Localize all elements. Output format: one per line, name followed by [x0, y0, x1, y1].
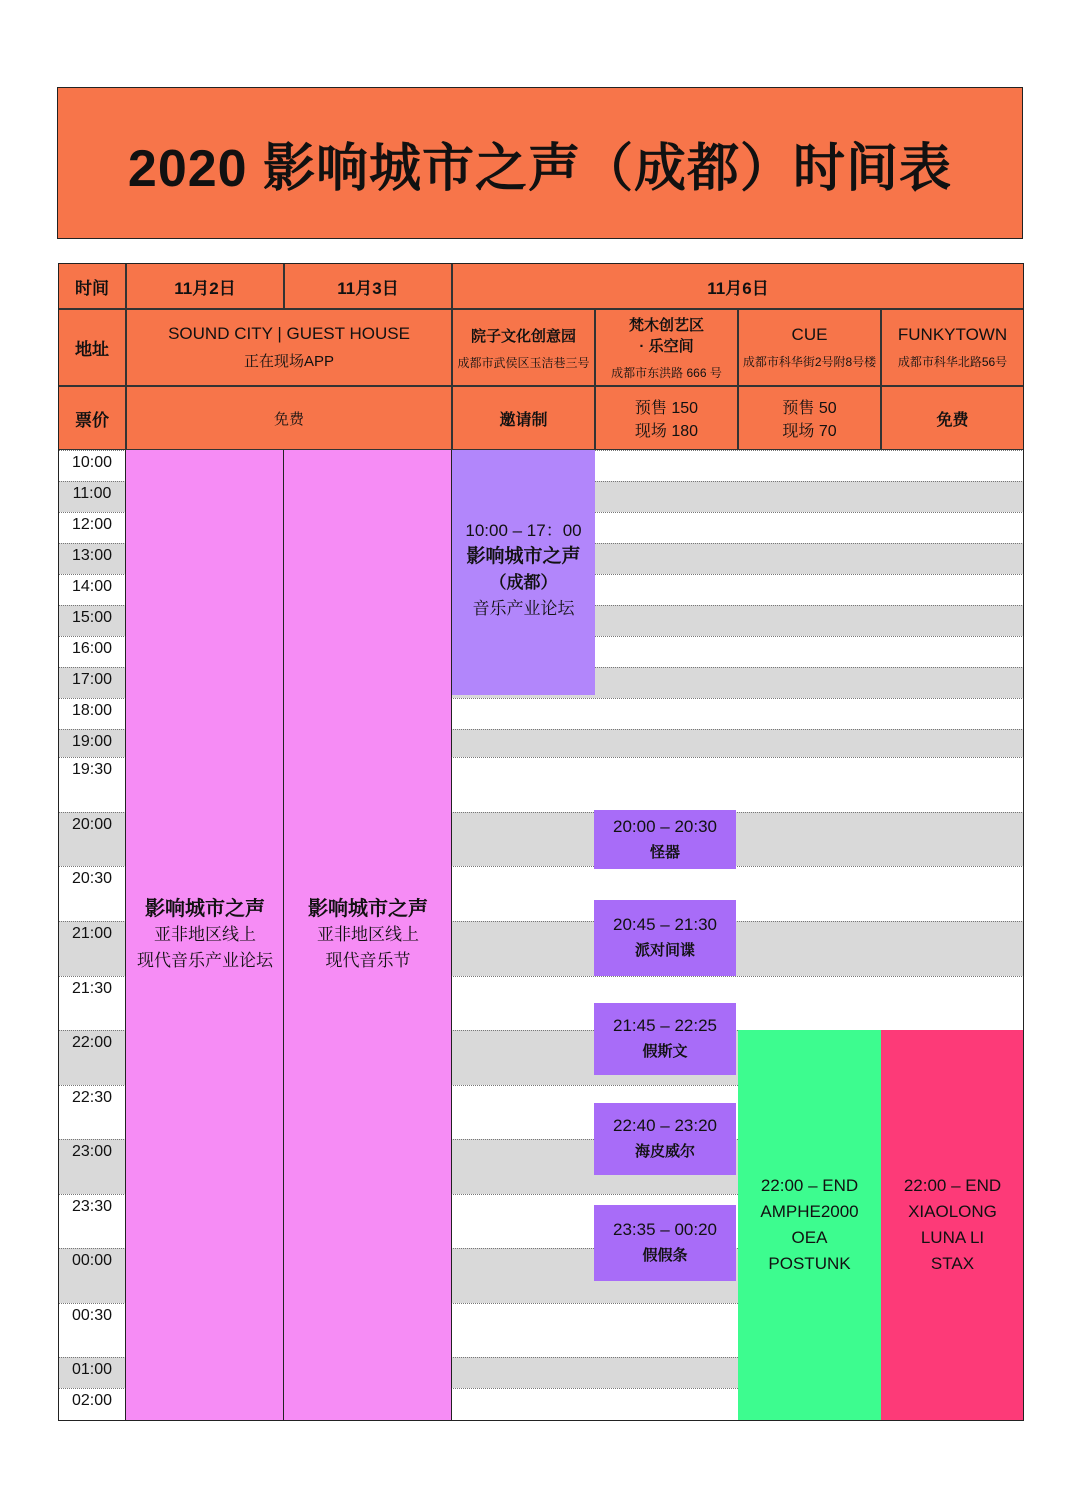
divider: [451, 450, 452, 1421]
time-label: 01:00: [71, 1361, 113, 1378]
time-label: 14:00: [71, 578, 113, 595]
divider: [125, 450, 126, 1421]
event-line: （成都）: [489, 573, 558, 592]
event-artist: 派对间谍: [634, 942, 695, 959]
event-fanmu-set: [594, 900, 736, 976]
event-fanmu-set: [594, 1003, 736, 1075]
event-line: 现代音乐节: [325, 951, 411, 970]
date-nov6: 11月6日: [452, 263, 1024, 309]
event-time: 10:00 – 17：00: [465, 521, 582, 540]
event-fanmu-set: [594, 810, 736, 869]
venue-3: [881, 309, 1024, 386]
event-time: 20:45 – 21:30: [613, 915, 717, 934]
event-artist: 假假条: [642, 1247, 688, 1264]
venue-name: SOUND CITY | GUEST HOUSE: [168, 324, 410, 343]
event-time: 22:00 – END: [903, 1176, 1002, 1195]
event-title: 影响城市之声: [145, 898, 265, 920]
venue-address: 成都市东洪路 666 号: [611, 366, 722, 380]
address-header: 地址: [58, 309, 126, 386]
date-nov2: 11月2日: [126, 263, 284, 309]
venue-sound-city: [126, 309, 452, 386]
time-label: 21:30: [71, 980, 113, 997]
venue-price: 预售 50 现场 70: [738, 386, 881, 450]
event-fanmu-set: [594, 1103, 736, 1175]
venue-2: [738, 309, 881, 386]
time-label: 15:00: [71, 609, 113, 626]
act: POSTUNK: [768, 1254, 851, 1273]
time-label: 02:00: [71, 1392, 113, 1409]
time-label: 21:00: [71, 925, 113, 942]
venue-price: 邀请制: [452, 386, 595, 450]
time-label: 23:00: [71, 1143, 113, 1160]
event-time: 22:40 – 23:20: [613, 1116, 717, 1135]
time-label: 11:00: [72, 485, 112, 502]
time-label: 22:30: [71, 1089, 113, 1106]
event-time: 22:00 – END: [760, 1176, 859, 1195]
event-artist: 怪器: [649, 843, 680, 861]
venue-name: CUE: [791, 325, 828, 344]
event-title: 影响城市之声: [466, 546, 581, 567]
event-nov2-forum: [126, 450, 284, 1420]
act: AMPHE2000: [760, 1202, 859, 1221]
event-time: 23:35 – 00:20: [613, 1220, 717, 1239]
price-header: 票价: [58, 386, 126, 450]
time-header: 时间: [58, 263, 126, 309]
act: STAX: [930, 1254, 975, 1273]
venue-address: 成都市科华北路56号: [897, 355, 1008, 369]
venue-name: 院子文化创意园: [470, 327, 576, 345]
venue-price: 预售 150 现场 180: [595, 386, 738, 450]
venue-price: 免费: [881, 386, 1024, 450]
page-title: 2020 影响城市之声（成都）时间表: [57, 87, 1023, 239]
time-label: 20:00: [71, 816, 113, 833]
venue-address: 成都市科华街2号附8号楼: [742, 355, 877, 369]
event-artist: 假斯文: [642, 1043, 688, 1060]
divider: [283, 450, 284, 1421]
act: OEA: [791, 1228, 828, 1247]
act: LUNA LI: [920, 1228, 985, 1247]
event-line: 音乐产业论坛: [472, 599, 575, 618]
event-fanmu-set: [594, 1205, 736, 1281]
time-label: 20:30: [71, 870, 113, 887]
venue-1: [595, 309, 738, 386]
event-line: 亚非地区线上: [154, 925, 256, 944]
time-label: 13:00: [71, 547, 113, 564]
event-nov3-festival: [284, 450, 452, 1420]
event-artist: 海皮威尔: [634, 1143, 695, 1160]
act: XIAOLONG: [908, 1202, 997, 1221]
time-label: 23:30: [71, 1198, 113, 1215]
venue-name: 梵木创艺区 · 乐空间: [628, 317, 704, 355]
venue-name: FUNKYTOWN: [897, 325, 1008, 344]
event-time: 20:00 – 20:30: [613, 816, 717, 836]
venue-0: [452, 309, 595, 386]
price-shared: 免费: [126, 386, 452, 450]
time-label: 19:00: [71, 733, 113, 750]
time-label: 16:00: [71, 640, 113, 657]
time-label: 18:00: [71, 702, 113, 719]
venue-address: 成都市武侯区玉洁巷三号: [457, 355, 590, 370]
time-label: 10:00: [71, 454, 113, 471]
event-line: 亚非地区线上: [317, 925, 419, 944]
time-label: 00:30: [71, 1307, 113, 1324]
event-chengdu-forum: [452, 450, 595, 695]
event-funkytown-lineup: [881, 1030, 1024, 1420]
venue-sub: 正在现场APP: [243, 353, 334, 370]
time-label: 12:00: [71, 516, 113, 533]
event-cue-lineup: [738, 1030, 881, 1420]
event-line: 现代音乐产业论坛: [137, 951, 273, 970]
event-time: 21:45 – 22:25: [613, 1016, 717, 1035]
date-nov3: 11月3日: [284, 263, 452, 309]
time-label: 17:00: [71, 671, 113, 688]
time-label: 19:30: [71, 761, 113, 778]
time-label: 22:00: [71, 1034, 113, 1051]
time-label: 00:00: [71, 1252, 113, 1269]
event-title: 影响城市之声: [308, 898, 428, 920]
